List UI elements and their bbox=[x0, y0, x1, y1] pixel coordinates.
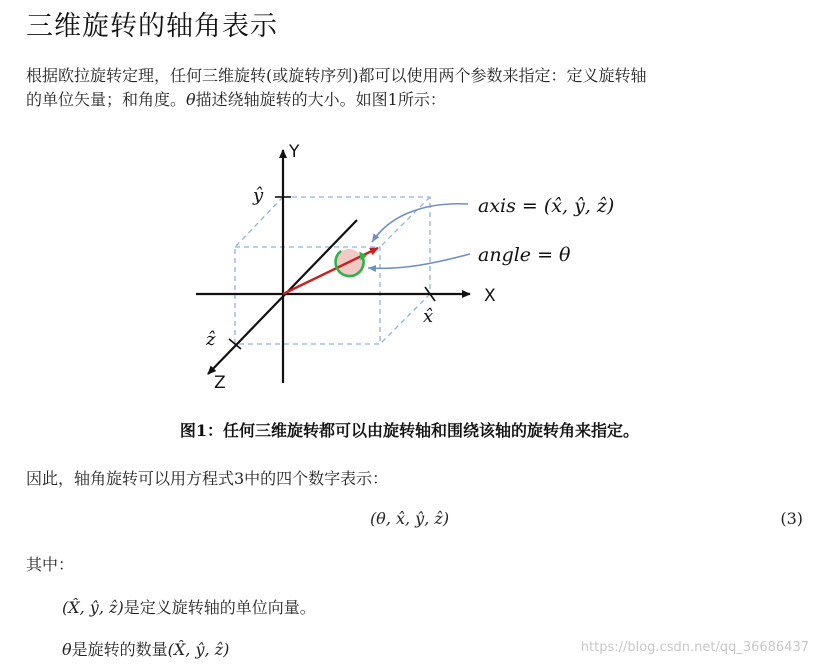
definition-item-2 bbox=[62, 637, 229, 660]
x-hat-label: x̂ bbox=[423, 306, 434, 327]
z-hat-label: ẑ bbox=[206, 329, 216, 350]
angle-equation-label: angle = θ bbox=[478, 244, 571, 266]
equation: (θ, x̂, ŷ, ẑ) bbox=[369, 509, 450, 528]
definition-item-1 bbox=[62, 595, 316, 618]
intro-line-2-pre: 的单位矢量；和角度。 bbox=[26, 90, 187, 109]
axis-equation-label: axis = (x̂, ŷ, ẑ) bbox=[478, 195, 615, 217]
y-hat-label: ŷ bbox=[253, 185, 264, 206]
equation-number: (3) bbox=[780, 509, 803, 528]
watermark: https://blog.csdn.net/qq_36686437 bbox=[580, 640, 809, 655]
item2-text: 是旋转的数量 bbox=[71, 640, 168, 659]
intro-line-2-post: 描述绕轴旋转的大小。如图1所示： bbox=[195, 90, 446, 109]
figure-caption: 图1：任何三维旋转都可以由旋转轴和围绕该轴的旋转角来指定。 bbox=[179, 421, 640, 440]
item1-text: 是定义旋转轴的单位向量。 bbox=[123, 598, 316, 617]
intro-line-1: 根据欧拉旋转定理，任何三维旋转(或旋转序列)都可以使用两个参数来指定：定义旋转轴 bbox=[26, 66, 647, 85]
axis-pointer bbox=[372, 204, 468, 242]
axis-angle-figure bbox=[170, 130, 650, 392]
z-axis-label: Z bbox=[214, 373, 226, 392]
item1-math: (X̂, ŷ, ẑ) bbox=[62, 598, 124, 617]
equation-intro: 因此，轴角旋转可以用方程式3中的四个数字表示： bbox=[26, 469, 389, 488]
page-title: 三维旋转的轴角表示 bbox=[26, 11, 278, 42]
item2-math: (X̂, ŷ, ẑ) bbox=[167, 640, 230, 659]
angle-pointer bbox=[368, 254, 470, 268]
y-axis-label: Y bbox=[289, 142, 300, 162]
intro-paragraph bbox=[26, 64, 806, 112]
axis-vector bbox=[283, 248, 378, 294]
intro-theta: θ bbox=[186, 90, 196, 109]
intro-line-2 bbox=[26, 88, 806, 112]
item2-theta: θ bbox=[62, 640, 72, 659]
where-label: 其中： bbox=[26, 555, 75, 574]
x-axis-label: X bbox=[484, 286, 496, 306]
